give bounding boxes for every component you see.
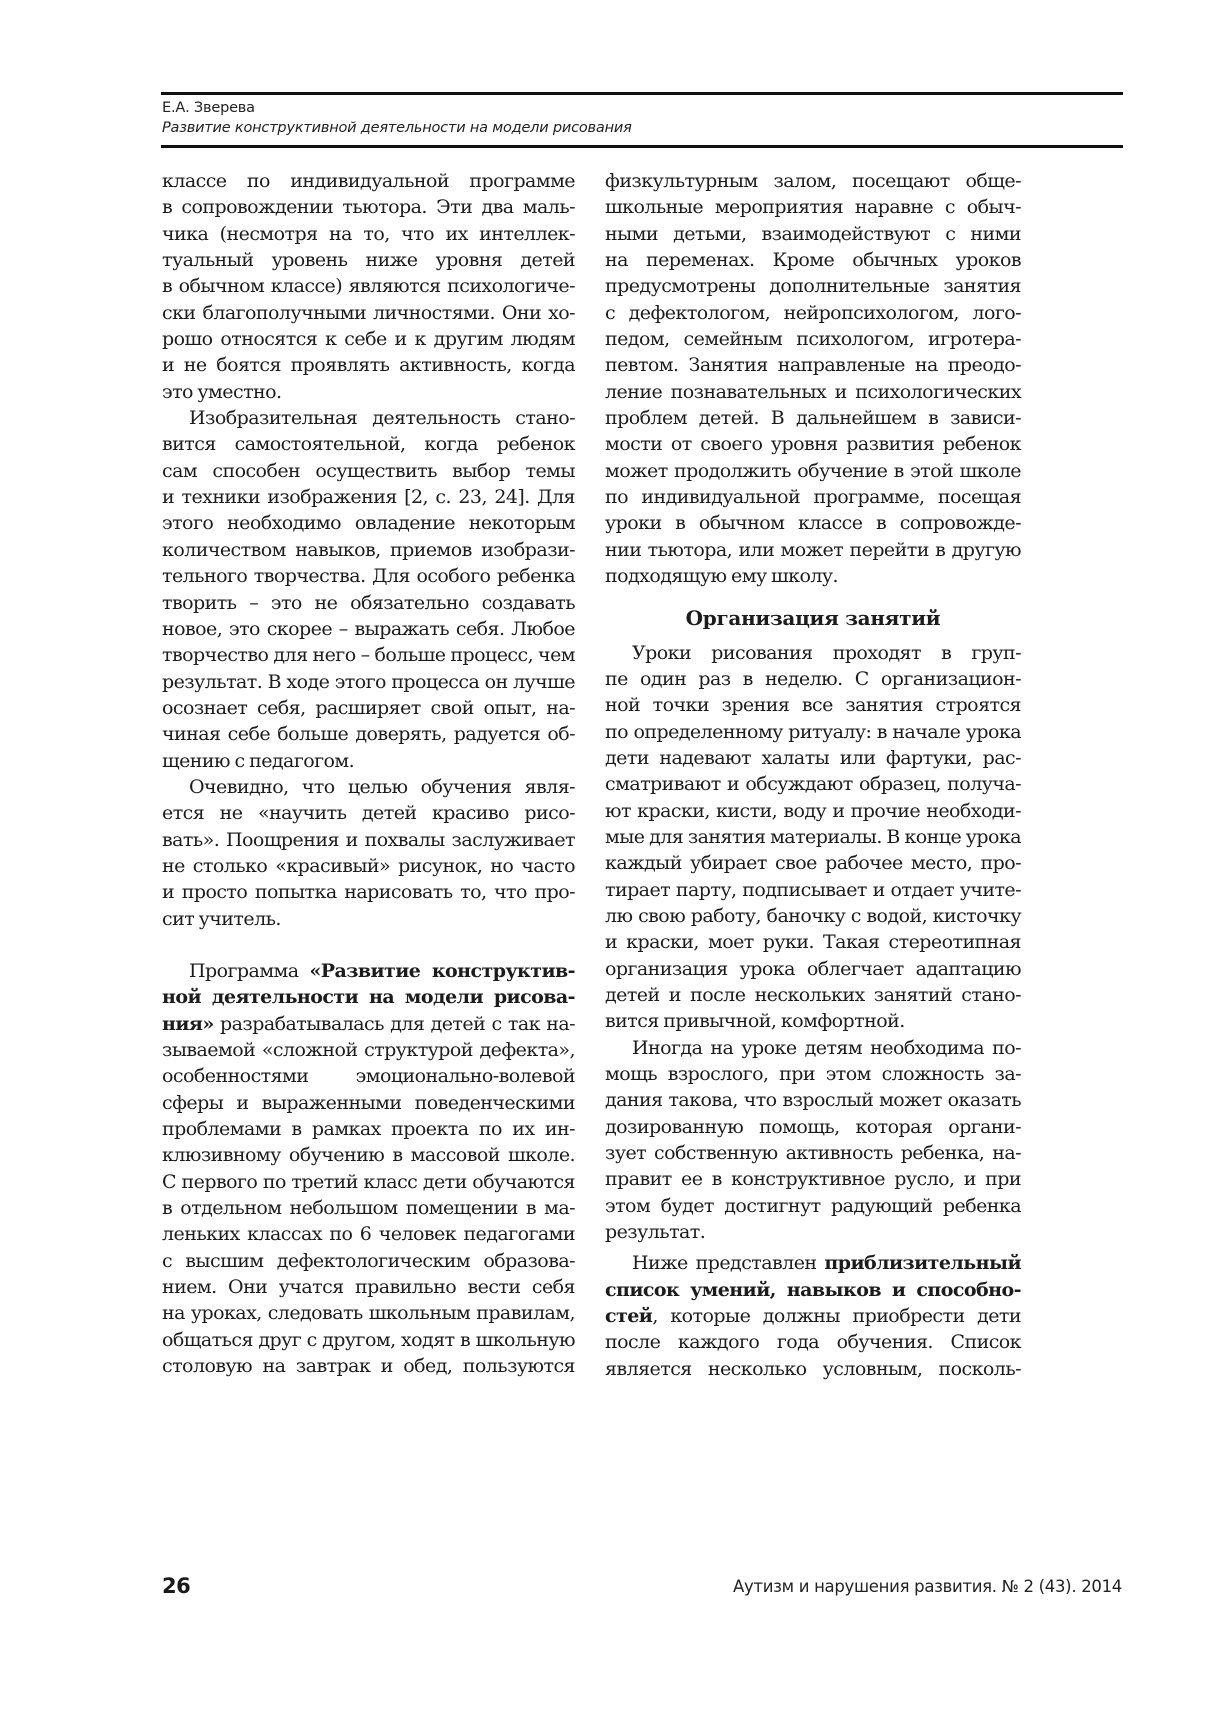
text-line: сит учитель.: [162, 907, 281, 930]
text-line: мости от своего уровня развития ребенок: [605, 433, 1021, 456]
text-line: туальный уровень ниже уровня детей: [162, 249, 575, 272]
text-line: тирает парту, подписывает и отдает учите-: [605, 878, 1021, 901]
text-line: [605, 1250, 1021, 1276]
emphasis-bold: приблизительный: [824, 1252, 1021, 1275]
text-line: уроки в обычном классе в сопровожде-: [605, 512, 1021, 535]
right-column: [605, 168, 1122, 1382]
text-line: мые для занятия материалы. В конце урока: [605, 825, 1021, 848]
text-line: каждый убирает свое рабочее место, про-: [605, 852, 1021, 875]
text-line: нии тьютора, или может перейти в другую: [605, 538, 1021, 561]
text-run: , которые должны приобрести дети: [652, 1305, 1021, 1328]
text-line: этого необходимо овладение некоторым: [162, 512, 575, 535]
text-line: клюзивному обучению в массовой школе.: [162, 1144, 575, 1167]
text-run: Программа: [189, 959, 310, 982]
article-title: Развитие конструктивной деятельности на модели рисования: [162, 120, 632, 136]
text-line: физкультурным залом, посещают обще-: [605, 170, 1021, 192]
text-line: классе по индивидуальной программе: [162, 170, 575, 192]
text-line: вится самостоятельной, когда ребенок: [162, 433, 575, 456]
text-line: щению с педагогом.: [162, 749, 355, 772]
text-line: лю свою работу, баночку с водой, кисточку: [605, 904, 1021, 927]
text-line: С первого по третий класс дети обучаются: [162, 1170, 575, 1193]
text-line: организация урока облегчает адаптацию: [605, 957, 1021, 980]
text-line: Изобразительная деятельность стано-: [189, 407, 575, 430]
program-title-bold: «Развитие конструктив-: [309, 959, 575, 982]
text-line: с высшим дефектологическим образова-: [162, 1249, 575, 1272]
section-heading: Организация занятий: [685, 605, 941, 630]
paragraph-visual-activity: [162, 405, 575, 774]
text-line: ными детьми, взаимодействуют с ними: [605, 222, 1021, 245]
paragraph-gap: [162, 932, 575, 958]
text-line: по определенному ритуалу: в начале урока: [605, 720, 1021, 743]
text-line: творить – это не обязательно создавать: [162, 591, 575, 614]
left-column: [162, 168, 575, 1379]
text-line: Иногда на уроке детям необходима по-: [632, 1036, 1021, 1059]
running-head: [162, 98, 1122, 138]
text-line: особенностями эмоционально-волевой: [162, 1065, 575, 1088]
text-line: леньких классах по 6 человек педагогами: [162, 1223, 575, 1246]
text-line: дания такова, что взрослый может оказать: [605, 1089, 1021, 1112]
text-line: после каждого года обучения. Список: [605, 1331, 1021, 1354]
text-line: новое, это скорее – выражать себя. Любое: [162, 617, 575, 640]
text-line: и техники изображения [2, с. 23, 24]. Для: [162, 486, 575, 509]
text-line: рошо относятся к себе и к другим людям: [162, 328, 575, 351]
text-line: предусмотрены дополнительные занятия: [605, 275, 1021, 298]
text-run: разрабатывалась для детей с так на-: [213, 1012, 575, 1035]
text-line: с дефектологом, нейропсихологом, лого-: [605, 301, 1021, 324]
text-line: подходящую ему школу.: [605, 565, 839, 588]
paragraph-learning-goal: [162, 774, 575, 932]
text-line: это уместно.: [162, 380, 282, 403]
text-line: общаться друг с другом, ходят в школьную: [162, 1328, 575, 1351]
text-line: сматривают и обсуждают образец, получа-: [605, 773, 1021, 796]
page-footer: [162, 1574, 1122, 1602]
text-line: не столько «красивый» рисунок, но часто: [162, 854, 575, 877]
text-line: пе один раз в неделю. С организацион-: [605, 667, 1021, 690]
text-line: правит ее в конструктивное русло, и при: [605, 1168, 1021, 1191]
paragraph-program: [162, 958, 575, 1380]
text-line: количеством навыков, приемов изобрази-: [162, 538, 575, 561]
text-line: певтом. Занятия направленые на преодо-: [605, 354, 1021, 377]
text-line: зываемой «сложной структурой дефекта»,: [162, 1039, 575, 1061]
text-line: проблемами в рамках проекта по их ин-: [162, 1118, 575, 1141]
text-line: нием. Они учатся правильно вести себя: [162, 1276, 575, 1299]
text-line: [605, 1303, 1021, 1329]
emphasis-bold: список умений, навыков и способно-: [605, 1278, 1021, 1301]
text-line: ной точки зрения все занятия строятся: [605, 694, 1021, 717]
text-line: в отдельном небольшом помещении в ма-: [162, 1197, 575, 1220]
text-line: и просто попытка нарисовать то, что про-: [162, 881, 575, 904]
text-run: Ниже представлен: [632, 1252, 825, 1275]
paragraph-adult-help: [605, 1035, 1021, 1246]
text-line: вится привычной, комфортной.: [605, 1010, 905, 1033]
text-line: Очевидно, что целью обучения явля-: [189, 775, 575, 798]
text-line: этом будет достигнут радующий ребенка: [605, 1194, 1021, 1217]
right-column-body: [605, 168, 1021, 1382]
text-line: столовую на завтрак и обед, пользуются: [162, 1355, 575, 1378]
text-line: и краски, моет руки. Такая стереотипная: [605, 931, 1021, 954]
text-line: и не боятся проявлять активность, когда: [162, 354, 575, 377]
text-line: ски благополучными личностями. Они хо-: [162, 301, 575, 324]
header-top-rule: [161, 92, 1123, 95]
text-line: педом, семейным психологом, игротера-: [605, 328, 1021, 351]
text-line: дети надевают халаты или фартуки, рас-: [605, 746, 1021, 769]
text-line: творчество для него – больше процесс, чем: [162, 644, 575, 667]
text-line: мощь взрослого, при этом сложность за-: [605, 1063, 1021, 1085]
text-line: результат.: [605, 1221, 706, 1244]
text-line: зует собственную активность ребенка, на-: [605, 1142, 1021, 1165]
header-bottom-rule: [161, 145, 1123, 148]
text-line: проблем детей. В дальнейшем в зависи-: [605, 407, 1021, 430]
text-line: может продолжить обучение в этой школе: [605, 459, 1021, 482]
text-line: сферы и выраженными поведенческими: [162, 1091, 575, 1114]
text-line: по индивидуальной программе, посещая: [605, 486, 1021, 509]
text-line: ется не «научить детей красиво рисо-: [162, 802, 575, 825]
program-title-bold: ной деятельности на модели рисова-: [162, 986, 575, 1009]
page-number: 26: [162, 1574, 191, 1598]
paragraph-skills-list-intro: [605, 1250, 1021, 1382]
text-line: вать». Поощрения и похвалы заслуживает: [162, 828, 575, 851]
program-title-bold: ния»: [162, 1012, 214, 1035]
text-line: ление познавательных и психологических: [605, 380, 1021, 403]
text-line: на уроках, следовать школьным правилам,: [162, 1302, 575, 1325]
journal-citation: Аутизм и нарушения развития. № 2 (43). 2014: [732, 1577, 1122, 1596]
author-name: Е.А. Зверева: [162, 100, 255, 116]
text-line: ют краски, кисти, воду и прочие необходи-: [605, 799, 1021, 822]
text-line: чиная себе больше доверять, радуется об-: [162, 723, 575, 746]
text-line: результат. В ходе этого процесса он лучше: [162, 670, 575, 693]
text-line: сам способен осуществить выбор темы: [162, 459, 575, 482]
text-line: детей и после нескольких занятий стано-: [605, 983, 1021, 1006]
text-line: дозированную помощь, которая органи-: [605, 1115, 1021, 1138]
text-line: осознает себя, расширяет свой опыт, на-: [162, 696, 575, 719]
text-line: Уроки рисования проходят в груп-: [632, 641, 1021, 664]
text-line: в сопровождении тьютора. Эти два маль-: [162, 196, 575, 219]
paragraph-continuation: [162, 168, 575, 405]
text-line: тельного творчества. Для особого ребенка: [162, 565, 575, 588]
emphasis-bold: стей: [605, 1305, 653, 1328]
text-line: на переменах. Кроме обычных уроков: [605, 249, 1021, 272]
text-line: в обычном классе) являются психологиче-: [162, 275, 575, 298]
paragraph-lesson-ritual: [605, 640, 1021, 1035]
text-line: является несколько условным, посколь-: [605, 1357, 1021, 1380]
text-line: [162, 958, 575, 984]
paragraph-continuation: [605, 168, 1021, 590]
text-line: чика (несмотря на то, что их интеллек-: [162, 222, 575, 245]
text-line: школьные мероприятия наравне с обыч-: [605, 196, 1021, 219]
text-line: [162, 1011, 575, 1037]
